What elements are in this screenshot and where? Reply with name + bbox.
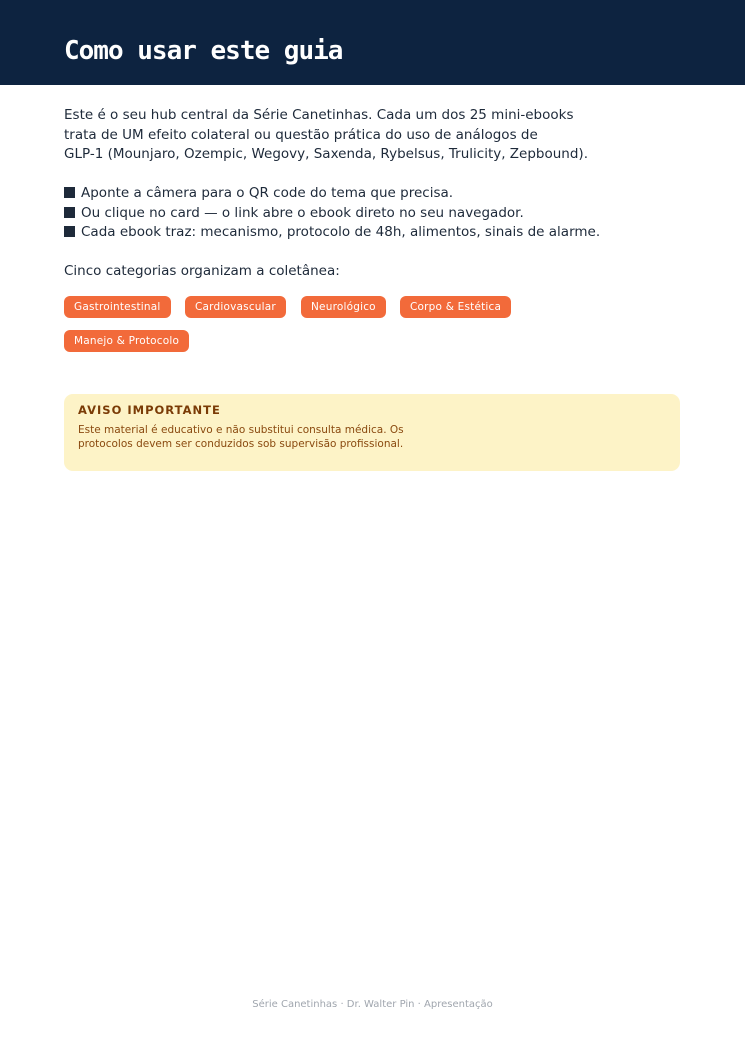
warning-line: Este material é educativo e não substitui consulta médica. Os (78, 424, 404, 436)
category-tag-neurologico: Neurológico (301, 296, 386, 318)
list-item (64, 184, 600, 204)
square-bullet-icon (64, 226, 75, 237)
intro-paragraph (64, 106, 664, 165)
list-item-text: Ou clique no card — o link abre o ebook direto no seu navegador. (81, 204, 524, 221)
page-title: Como usar este guia (64, 36, 343, 66)
header-bar (0, 0, 745, 85)
category-tag-corpo-estetica: Corpo & Estética (400, 296, 511, 318)
intro-line: trata de UM efeito colateral ou questão prática do uso de análogos de (64, 126, 538, 143)
list-item (64, 223, 600, 243)
list-item-text: Cada ebook traz: mecanismo, protocolo de 48h, alimentos, sinais de alarme. (81, 224, 601, 240)
square-bullet-icon (64, 187, 75, 198)
category-tag-gastrointestinal: Gastrointestinal (64, 296, 171, 318)
category-tag-manejo-protocolo: Manejo & Protocolo (64, 330, 189, 352)
list-item (64, 204, 600, 224)
warning-text (78, 423, 404, 451)
warning-line: protocolos devem ser conduzidos sob supervisão profissional. (78, 438, 404, 450)
instructions-list (64, 184, 600, 243)
intro-line: GLP-1 (Mounjaro, Ozempic, Wegovy, Saxenda, Rybelsus, Trulicity, Zepbound). (64, 146, 588, 162)
intro-line: Este é o seu hub central da Série Canetinhas. Cada um dos 25 mini-ebooks (64, 107, 574, 123)
footer: Série Canetinhas · Dr. Walter Pin · Apresentação (252, 999, 493, 1010)
list-item-text: Aponte a câmera para o QR code do tema que precisa. (81, 185, 454, 201)
category-tag-cardiovascular: Cardiovascular (185, 296, 286, 318)
warning-title: AVISO IMPORTANTE (78, 403, 221, 417)
square-bullet-icon (64, 207, 75, 218)
categories-intro: Cinco categorias organizam a coletânea: (64, 263, 340, 279)
warning-box (64, 394, 680, 471)
